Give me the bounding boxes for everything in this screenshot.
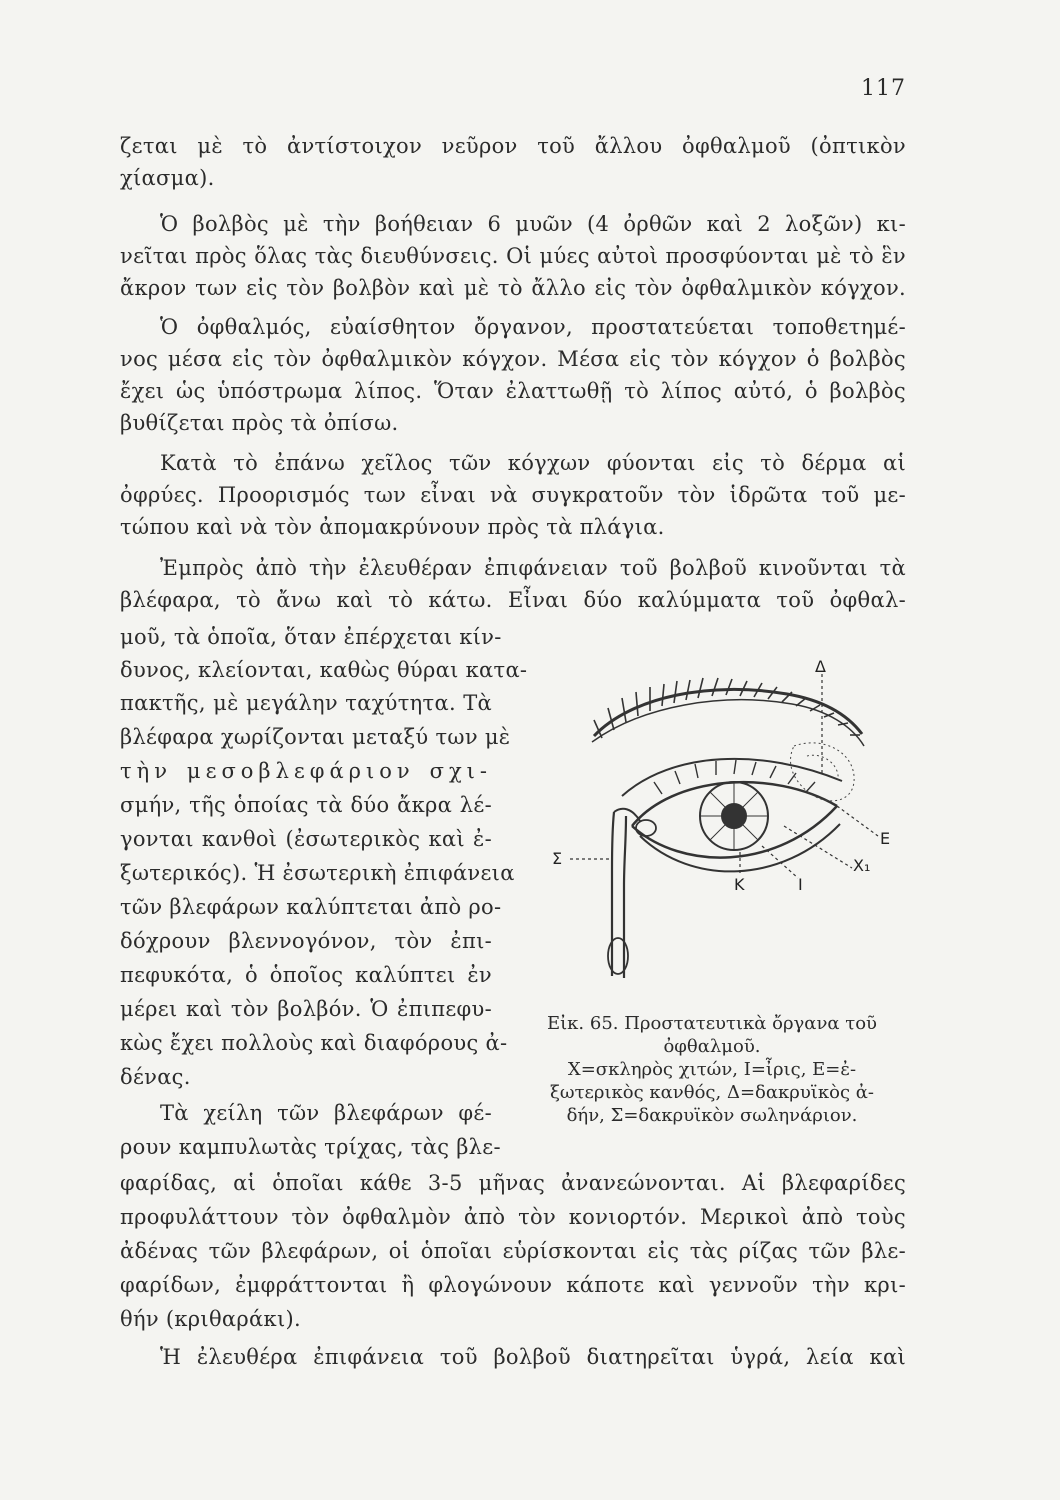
text-line: δυνος, κλείονται, καθὼς θύραι κατα-	[120, 658, 528, 682]
caption-line: ὀφθαλμοῦ.	[663, 1036, 761, 1057]
text-line: ἀδένας τῶν βλεφάρων, οἱ ὁποῖαι εὑρίσκονται εἰς τὰς ρίζας τῶν βλε-	[120, 1239, 906, 1263]
label-kappa: Κ	[734, 875, 745, 894]
label-delta: Δ	[815, 657, 826, 676]
text-line: χίασμα).	[120, 166, 215, 190]
text-line: θήν (κριθαράκι).	[120, 1307, 301, 1331]
chi-pointer	[784, 826, 852, 868]
figure-caption	[512, 1012, 912, 1127]
label-chi: Χ₁	[853, 856, 871, 875]
text-line: κὼς ἔχει πολλοὺς καὶ διαφόρους ἀ-	[120, 1031, 508, 1055]
text-line: Τὰ χείλη τῶν βλεφάρων φέ-	[160, 1101, 492, 1125]
text-line: Ἐμπρὸς ἀπὸ τὴν ἐλευθέραν ἐπιφάνειαν τοῦ βολβοῦ κινοῦνται τὰ	[160, 556, 906, 580]
text-line: τῶν βλεφάρων καλύπτεται ἀπὸ ρο-	[120, 895, 502, 919]
text-line: Ὁ βολβὸς μὲ τὴν βοήθειαν 6 μυῶν (4 ὀρθῶν καὶ 2 λοξῶν) κι-	[160, 212, 906, 236]
text-line: ξωτερικός). Ἡ ἐσωτερικὴ ἐπιφάνεια	[120, 861, 515, 885]
text-line: Κατὰ τὸ ἐπάνω χεῖλος τῶν κόγχων φύονται εἰς τὸ δέρμα αἱ	[160, 451, 906, 475]
epsilon-pointer	[837, 806, 878, 836]
text-line: φαρίδας, αἱ ὁποῖαι κάθε 3-5 μῆνας ἀνανεώνονται. Αἱ βλεφαρίδες	[120, 1171, 906, 1195]
eye-diagram-figure	[522, 656, 912, 1001]
text-line: τώπου καὶ νὰ τὸν ἀπομακρύνουν πρὸς τὰ πλάγια.	[120, 515, 665, 539]
text-line: μέρει καὶ τὸν βολβόν. Ὁ ἐπιπεφυ-	[120, 997, 492, 1021]
text-line: ἄκρον των εἰς τὸν βολβὸν καὶ μὲ τὸ ἄλλο εἰς τὸν ὀφθαλμικὸν κόγχον.	[120, 276, 906, 300]
text-line: μοῦ, τὰ ὁποῖα, ὅταν ἐπέρχεται κίν-	[120, 625, 502, 649]
text-line: προφυλάττουν τὸν ὀφθαλμὸν ἀπὸ τὸν κονιορτόν. Μερικοὶ ἀπὸ τοὺς	[120, 1205, 906, 1229]
caption-line: Χ=σκληρὸς χιτών, Ι=ἶρις, Ε=ἐ-	[567, 1059, 857, 1080]
text-line: βλέφαρα, τὸ ἄνω καὶ τὸ κάτω. Εἶναι δύο καλύμματα τοῦ ὀφθαλ-	[120, 588, 906, 612]
text-line: σμήν, τῆς ὁποίας τὰ δύο ἄκρα λέ-	[120, 793, 492, 817]
text-line: βλέφαρα χωρίζονται μεταξύ των μὲ	[120, 725, 511, 749]
caption-line: Εἰκ. 65. Προστατευτικὰ ὄργανα τοῦ	[546, 1013, 877, 1034]
text-line: φαρίδων, ἐμφράττονται ἢ φλογώνουν κάποτε καὶ γεννοῦν τὴν κρι-	[120, 1273, 906, 1297]
upper-lid-fold	[622, 759, 842, 796]
caruncle	[636, 820, 656, 836]
page-number: 117	[861, 76, 906, 101]
text-line: τὴν μεσοβλεφάριον σχι-	[120, 759, 492, 783]
label-iota: Ι	[798, 875, 803, 894]
text-line: πεφυκότα, ὁ ὁποῖος καλύπτει ἐν	[120, 963, 492, 987]
label-epsilon: Ε	[880, 829, 891, 848]
text-line: ρουν καμπυλωτὰς τρίχας, τὰς βλε-	[120, 1135, 501, 1159]
text-line: γονται κανθοὶ (ἐσωτερικὸς καὶ ἐ-	[120, 827, 492, 851]
iota-pointer	[762, 846, 798, 878]
text-line: Ὁ ὀφθαλμός, εὐαίσθητον ὄργανον, προστατεύεται τοποθετημέ-	[160, 315, 906, 339]
text-line: βυθίζεται πρὸς τὰ ὀπίσω.	[120, 411, 399, 435]
text-line: δένας.	[120, 1065, 191, 1089]
text-line: ἔχει ὡς ὑπόστρωμα λίπος. Ὅταν ἐλαττωθῇ τὸ λίπος αὐτό, ὁ βολβὸς	[120, 379, 906, 403]
text-line: πακτῆς, μὲ μεγάλην ταχύτητα. Τὰ	[120, 691, 492, 715]
label-sigma: Σ	[552, 849, 563, 868]
pupil	[722, 804, 746, 828]
lacrimal-canaliculus	[612, 812, 614, 976]
caption-line: δήν, Σ=δακρυϊκὸν σωληνάριον.	[566, 1105, 858, 1126]
text-line: ὀφρύες. Προορισμός των εἶναι νὰ συγκρατοῦν τὸν ἱδρῶτα τοῦ με-	[120, 483, 906, 507]
text-line: Ἡ ἐλευθέρα ἐπιφάνεια τοῦ βολβοῦ διατηρεῖται ὑγρά, λεία καὶ	[160, 1345, 906, 1369]
caption-line: ξωτερικὸς κανθός, Δ=δακρυϊκὸς ἀ-	[550, 1082, 874, 1103]
text-line: δόχρουν βλεννογόνον, τὸν ἐπι-	[120, 929, 492, 953]
text-line: ζεται μὲ τὸ ἀντίστοιχον νεῦρον τοῦ ἄλλου ὀφθαλμοῦ (ὀπτικὸν	[120, 134, 906, 158]
text-line: νεῖται πρὸς ὅλας τὰς διευθύνσεις. Οἱ μύες αὐτοὶ προσφύονται μὲ τὸ ἓν	[120, 244, 906, 268]
text-line: νος μέσα εἰς τὸν ὀφθαλμικὸν κόγχον. Μέσα εἰς τὸν κόγχον ὁ βολβὸς	[120, 347, 906, 371]
